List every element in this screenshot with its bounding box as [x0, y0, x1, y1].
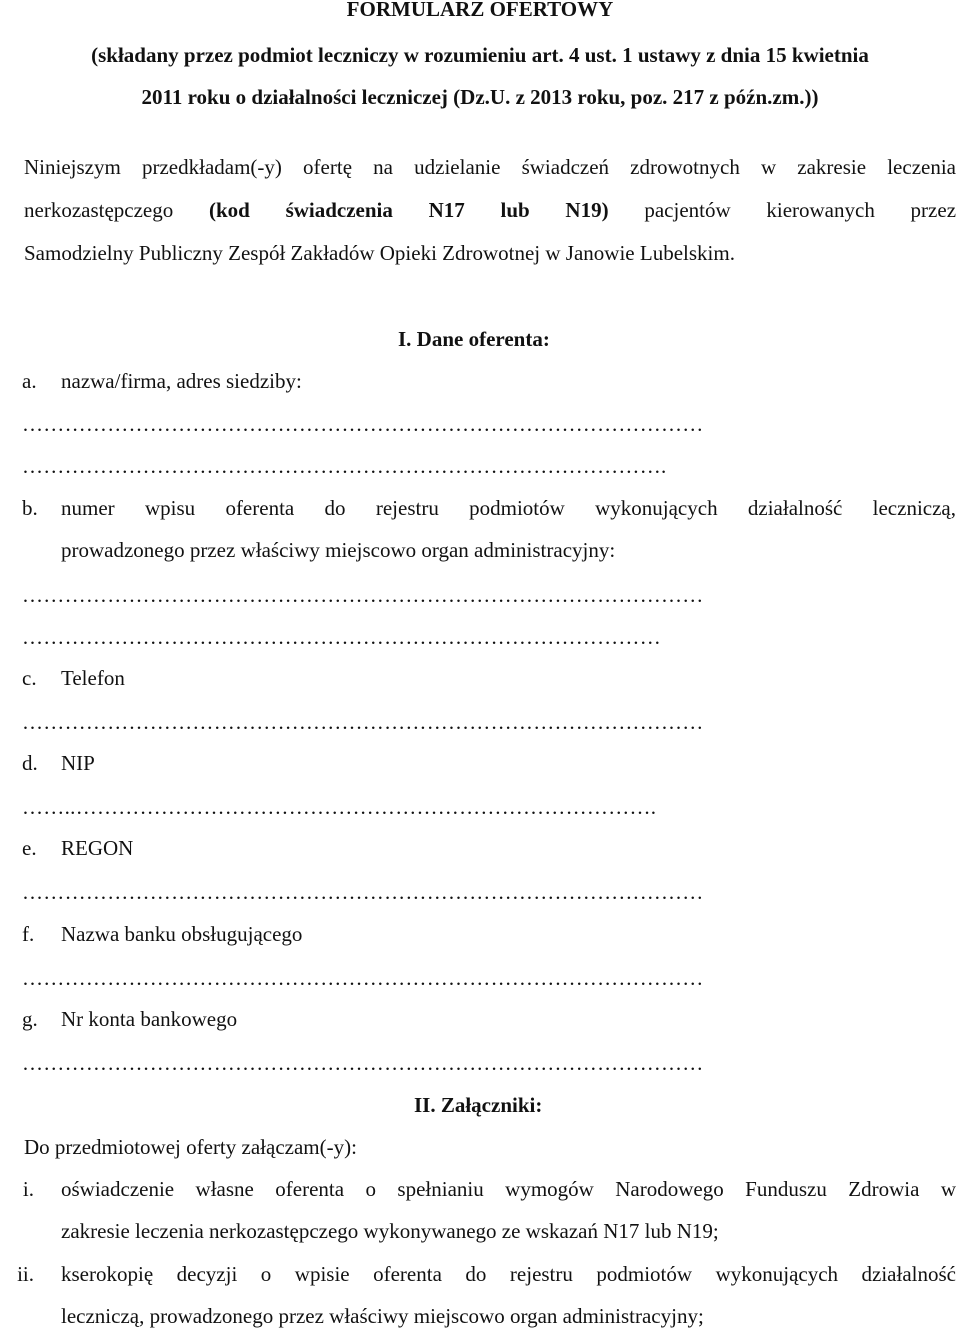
item-d-label: NIP [61, 751, 95, 775]
intro-line2-bold: (kod świadczenia N17 lub N19) [208, 198, 609, 222]
intro-line1: Niniejszym przedkładam(-y) ofertę na udzielanie świadczeń zdrowotnych w zakresie leczenia [24, 155, 956, 179]
item-b-marker: b. [22, 496, 38, 520]
item-g-marker: g. [22, 1007, 38, 1031]
form-title: FORMULARZ OFERTOWY [346, 0, 614, 21]
section1-heading: I. Dane oferenta: [398, 327, 550, 351]
intro-line2 [24, 195, 956, 225]
intro-line2-text-a: nerkozastępczego [24, 198, 174, 222]
item-b-fill-line2[interactable]: ……………………………………………………………………………… [22, 625, 661, 649]
form-subtitle-line2: 2011 roku o działalności leczniczej (Dz.U. z 2013 roku, poz. 217 z późn.zm.)) [141, 85, 819, 109]
intro-line2-text-b: pacjentów kierowanych przez [644, 198, 957, 222]
item-c-label: Telefon [61, 666, 125, 690]
attachment-ii-line1: kserokopię decyzji o wpisie oferenta do rejestru podmiotów wykonujących działalność [61, 1262, 956, 1286]
item-c-marker: c. [22, 666, 37, 690]
item-b-label-line2: prowadzonego przez właściwy miejscowo organ administracyjny: [61, 538, 616, 562]
item-f-label: Nazwa banku obsługującego [61, 922, 303, 946]
attachment-i-line1: oświadczenie własne oferenta o spełnianiu wymogów Narodowego Funduszu Zdrowia w [61, 1177, 956, 1201]
item-g-fill-line[interactable]: …………………………………………………………………………………… [22, 1051, 704, 1075]
form-subtitle-line1: (składany przez podmiot leczniczy w rozumieniu art. 4 ust. 1 ustawy z dnia 15 kwietnia [91, 43, 869, 67]
section2-heading: II. Załączniki: [414, 1093, 543, 1117]
item-d-marker: d. [22, 751, 38, 775]
item-a-fill-line1[interactable]: …………………………………………………………………………………… [22, 412, 704, 436]
item-b-label-line1: numer wpisu oferenta do rejestru podmiotów wykonujących działalność leczniczą, [61, 496, 956, 520]
item-b-fill-line1[interactable]: …………………………………………………………………………………… [22, 583, 704, 607]
item-a-fill-line2[interactable]: ………………………………………………………………………………. [22, 454, 667, 478]
item-e-marker: e. [22, 836, 37, 860]
item-f-marker: f. [22, 922, 35, 946]
attachment-i-line2: zakresie leczenia nerkozastępczego wykonywanego ze wskazań N17 lub N19; [61, 1219, 719, 1243]
item-e-label: REGON [61, 836, 134, 860]
item-a-label: nazwa/firma, adres siedziby: [61, 369, 302, 393]
item-g-label: Nr konta bankowego [61, 1007, 238, 1031]
item-c-fill-line[interactable]: …………………………………………………………………………………… [22, 710, 704, 734]
intro-line3: Samodzielny Publiczny Zespół Zakładów Opieki Zdrowotnej w Janowie Lubelskim. [24, 241, 735, 265]
item-d-fill-line[interactable]: ……..………………………………………………………………………. [22, 795, 657, 819]
item-f-fill-line[interactable]: …………………………………………………………………………………… [22, 966, 704, 990]
attachment-ii-line2: leczniczą, prowadzonego przez właściwy miejscowo organ administracyjny; [61, 1304, 704, 1328]
item-e-fill-line[interactable]: …………………………………………………………………………………… [22, 880, 704, 904]
item-a-marker: a. [22, 369, 37, 393]
section2-intro: Do przedmiotowej oferty załączam(-y): [24, 1135, 357, 1159]
attachment-i-marker: i. [22, 1177, 34, 1201]
attachment-ii-marker: ii. [17, 1262, 34, 1286]
